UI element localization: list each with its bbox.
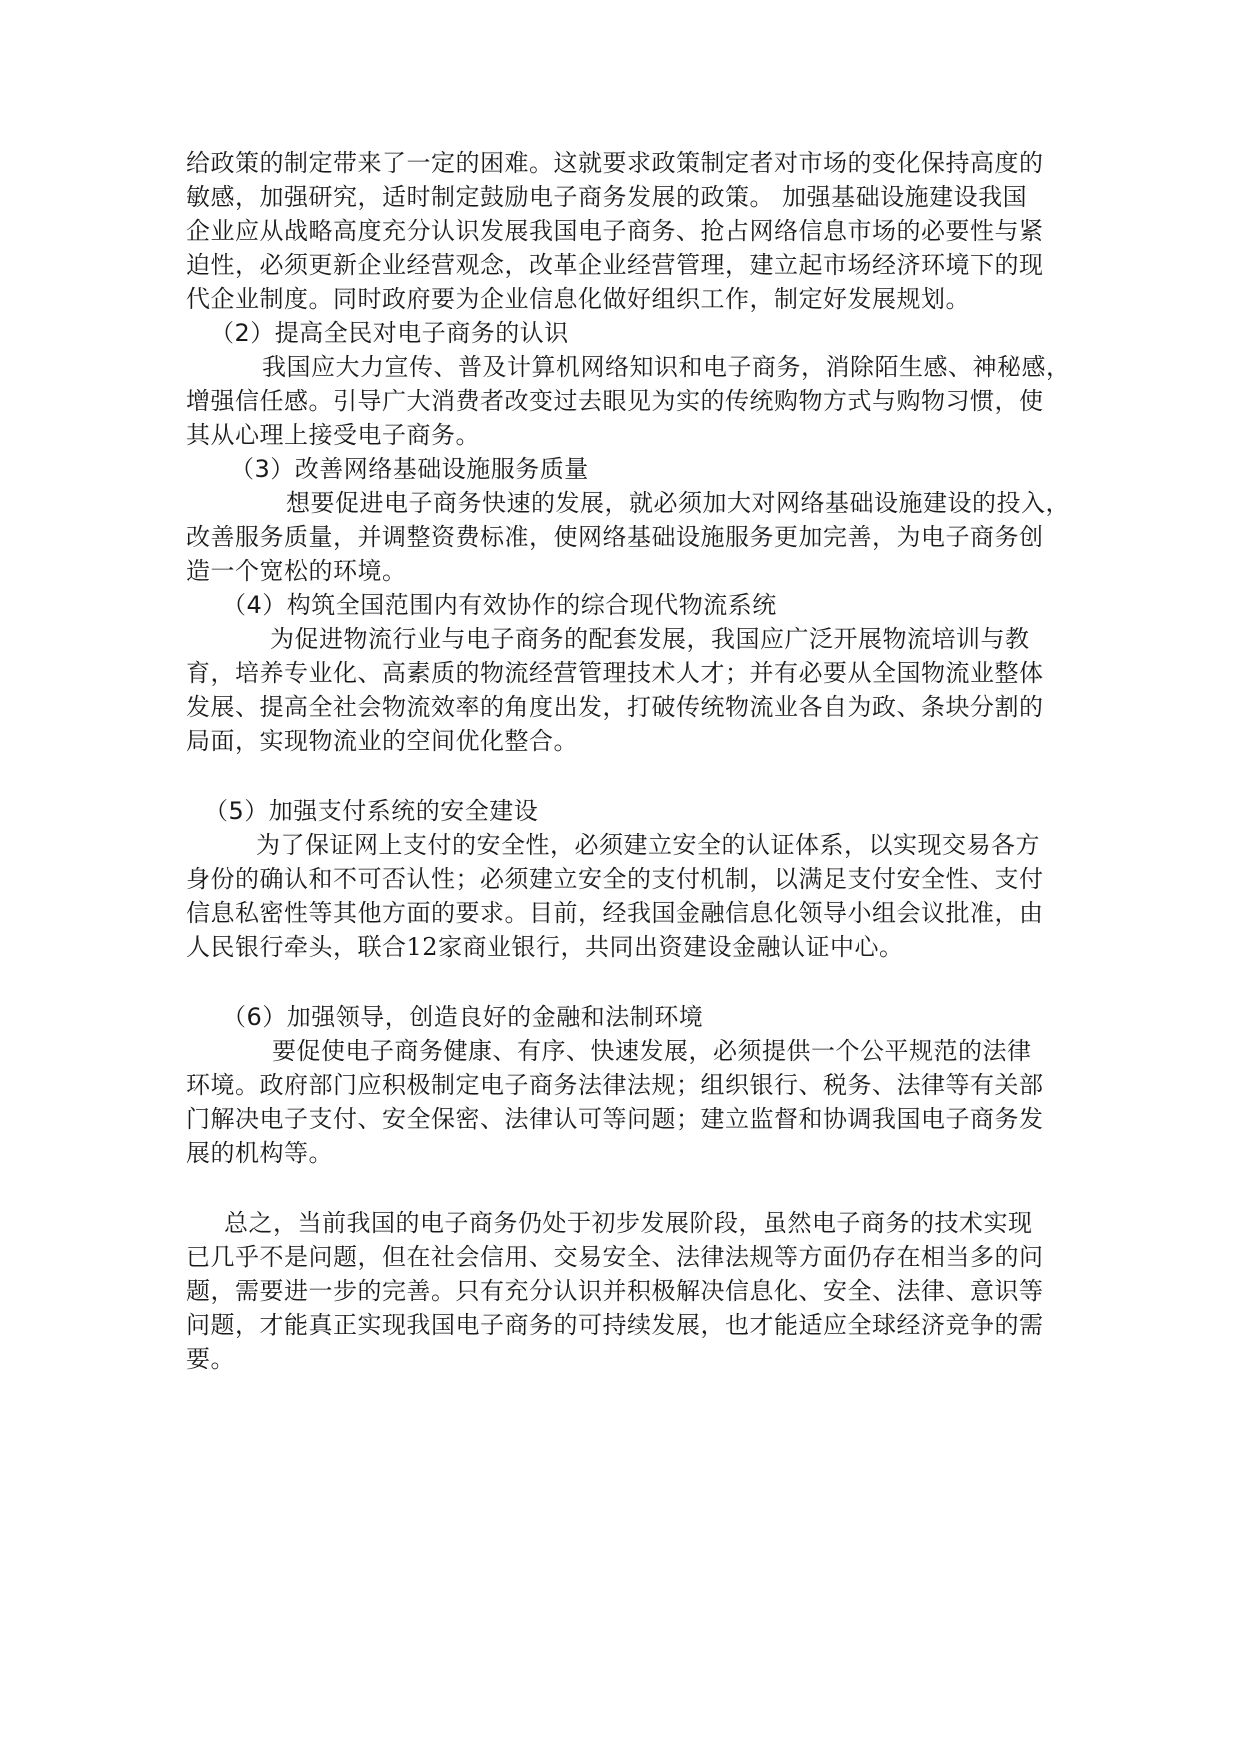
- paragraph-line: 增强信任感。引导广大消费者改变过去眼见为实的传统购物方式与购物习惯，使: [186, 387, 1044, 415]
- paragraph-line: 要促使电子商务健康、有序、快速发展，必须提供一个公平规范的法律: [272, 1037, 1032, 1065]
- paragraph-line: 发展、提高全社会物流效率的角度出发，打破传统物流业各自为政、条块分割的: [186, 693, 1044, 721]
- paragraph-line: 身份的确认和不可否认性；必须建立安全的支付机制，以满足支付安全性、支付: [186, 865, 1044, 893]
- paragraph-line: 改善服务质量，并调整资费标准，使网络基础设施服务更加完善，为电子商务创: [186, 523, 1044, 551]
- paragraph-line: 给政策的制定带来了一定的困难。这就要求政策制定者对市场的变化保持高度的: [186, 149, 1044, 177]
- paragraph-line: 展的机构等。: [186, 1139, 333, 1167]
- paragraph-line: 为促进物流行业与电子商务的配套发展，我国应广泛开展物流培训与教: [270, 625, 1030, 653]
- paragraph-line: 环境。政府部门应积极制定电子商务法律法规；组织银行、税务、法律等有关部: [186, 1071, 1044, 1099]
- paragraph-line: 已几乎不是问题，但在社会信用、交易安全、法律法规等方面仍存在相当多的问: [186, 1243, 1044, 1271]
- paragraph-line: 育，培养专业化、高素质的物流经营管理技术人才；并有必要从全国物流业整体: [186, 659, 1044, 687]
- paragraph-line: 迫性，必须更新企业经营观念，改革企业经营管理，建立起市场经济环境下的现: [186, 251, 1044, 279]
- paragraph-line: 代企业制度。同时政府要为企业信息化做好组织工作，制定好发展规划。: [186, 285, 970, 313]
- section-heading-3: （3）改善网络基础设施服务质量: [230, 455, 589, 483]
- paragraph-line: 信息私密性等其他方面的要求。目前，经我国金融信息化领导小组会议批准，由: [186, 899, 1044, 927]
- paragraph-line: 人民银行牵头，联合12家商业银行，共同出资建设金融认证中心。: [186, 933, 904, 961]
- paragraph-line: 题，需要进一步的完善。只有充分认识并积极解决信息化、安全、法律、意识等: [186, 1277, 1044, 1305]
- paragraph-line: 总之，当前我国的电子商务仍处于初步发展阶段，虽然电子商务的技术实现: [224, 1209, 1033, 1237]
- section-heading-4: （4）构筑全国范围内有效协作的综合现代物流系统: [222, 591, 777, 619]
- paragraph-line: 为了保证网上支付的安全性，必须建立安全的认证体系，以实现交易各方: [256, 831, 1040, 859]
- paragraph-line: 要。: [186, 1345, 235, 1373]
- paragraph-line: 想要促进电子商务快速的发展，就必须加大对网络基础设施建设的投入，: [286, 489, 1070, 517]
- paragraph-line: 问题，才能真正实现我国电子商务的可持续发展，也才能适应全球经济竞争的需: [186, 1311, 1044, 1339]
- paragraph-line: 门解决电子支付、安全保密、法律认可等问题；建立监督和协调我国电子商务发: [186, 1105, 1044, 1133]
- section-heading-6: （6）加强领导，创造良好的金融和法制环境: [222, 1003, 704, 1031]
- paragraph-line: 其从心理上接受电子商务。: [186, 421, 480, 449]
- paragraph-line: 企业应从战略高度充分认识发展我国电子商务、抢占网络信息市场的必要性与紧: [186, 217, 1044, 245]
- paragraph-line: 局面，实现物流业的空间优化整合。: [186, 727, 578, 755]
- section-heading-2: （2）提高全民对电子商务的认识: [210, 319, 569, 347]
- section-heading-5: （5）加强支付系统的安全建设: [204, 797, 539, 825]
- paragraph-line: 我国应大力宣传、普及计算机网络知识和电子商务，消除陌生感、神秘感，: [262, 353, 1071, 381]
- paragraph-line: 造一个宽松的环境。: [186, 557, 407, 585]
- paragraph-line: 敏感，加强研究，适时制定鼓励电子商务发展的政策。 加强基础设施建设我国: [186, 183, 1028, 211]
